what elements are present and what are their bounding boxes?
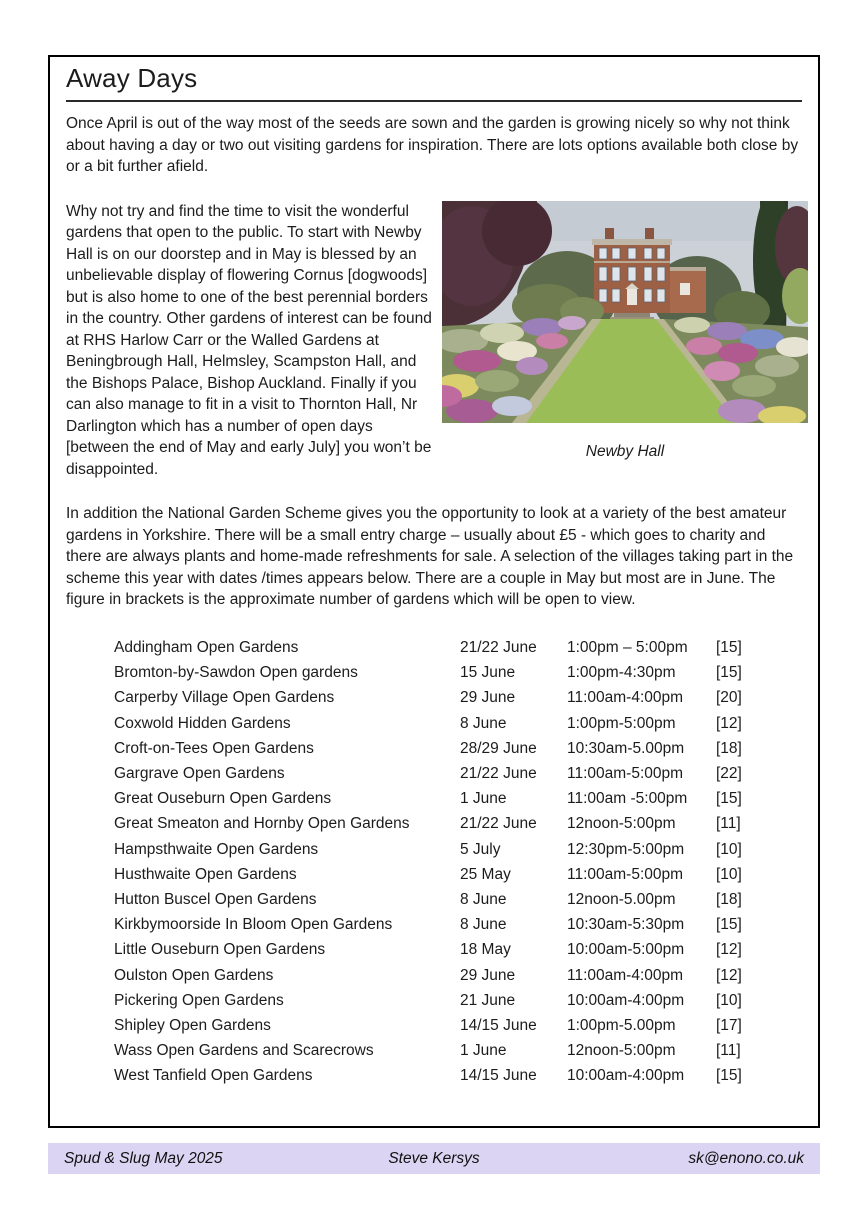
table-row <box>114 913 802 938</box>
cell-name: Oulston Open Gardens <box>114 966 274 984</box>
cell-time: 11:00am-4:00pm <box>567 689 684 707</box>
cell-time: 12noon-5:00pm <box>567 815 676 833</box>
cell-date: 8 June <box>460 916 507 934</box>
table-row <box>114 686 802 711</box>
cell-time: 11:00am-5:00pm <box>567 865 684 883</box>
cell-count: [15] <box>716 639 742 657</box>
cell-date: 29 June <box>460 966 516 984</box>
table-row <box>114 887 802 912</box>
cell-name: Shipley Open Gardens <box>114 1016 271 1034</box>
cell-name: Wass Open Gardens and Scarecrows <box>114 1042 374 1060</box>
footer-email: sk@enono.co.uk <box>688 1149 805 1167</box>
cell-count: [15] <box>716 790 742 808</box>
intro-paragraph: Once April is out of the way most of the seeds are sown and the garden is growing nicely so why not think about having a day or two out visiting gardens for inspiration. There are lots options available both close by or a bit further afield. <box>66 115 799 175</box>
table-row <box>114 661 802 686</box>
cell-count: [11] <box>716 1042 741 1060</box>
cell-name: Gargrave Open Gardens <box>114 765 285 783</box>
cell-time: 1:00pm-5.00pm <box>567 1016 676 1034</box>
table-row <box>114 812 802 837</box>
text-and-photo-section <box>66 201 802 481</box>
cell-date: 14/15 June <box>460 1016 537 1034</box>
cell-date: 21 June <box>460 991 516 1009</box>
newsletter-page <box>48 55 820 1128</box>
cell-name: Hampsthwaite Open Gardens <box>114 840 319 858</box>
cell-date: 21/22 June <box>460 765 537 783</box>
footer-issue: Spud & Slug May 2025 <box>64 1149 223 1167</box>
cell-time: 11:00am -5:00pm <box>567 790 688 808</box>
cell-name: Hutton Buscel Open Gardens <box>114 890 317 908</box>
table-row <box>114 711 802 736</box>
cell-count: [18] <box>716 739 742 757</box>
cell-date: 25 May <box>460 865 511 883</box>
cell-name: Kirkbymoorside In Bloom Open Gardens <box>114 916 393 934</box>
footer-bar <box>48 1143 820 1174</box>
page-title: Away Days <box>66 63 802 102</box>
cell-time: 1:00pm – 5:00pm <box>567 639 688 657</box>
table-row <box>114 1064 802 1089</box>
visit-paragraph: Why not try and find the time to visit the wonderful gardens that open to the public. To start with Newby Hall is on our doorstep and in May is blessed by an unbelievable display of flowering Cornus [dogwoods] but is also home to one of the best perennial borders in the country. Other gardens of interest can be found at RHS Harlow Carr or the Walled Gardens at Beningbrough Hall, Helmsley, Scampston Hall, and the Bishops Palace, Bishop Auckland. Finally if you can also manage to fit in a visit to Thornton Hall, Nr Darlington which has a number of open days [between the end of May and early July] you won’t be disappointed. <box>66 202 432 478</box>
cell-count: [17] <box>716 1016 742 1034</box>
cell-date: 29 June <box>460 689 516 707</box>
table-row <box>114 1013 802 1038</box>
cell-time: 12:30pm-5:00pm <box>567 840 685 858</box>
cell-date: 18 May <box>460 941 511 959</box>
table-row <box>114 938 802 963</box>
cell-name: Croft-on-Tees Open Gardens <box>114 739 314 757</box>
footer-author: Steve Kersys <box>388 1149 480 1167</box>
cell-date: 5 July <box>460 840 501 858</box>
cell-count: [15] <box>716 664 742 682</box>
cell-count: [15] <box>716 916 742 934</box>
table-row <box>114 1039 802 1064</box>
cell-count: [20] <box>716 689 742 707</box>
figure <box>442 201 808 461</box>
cell-date: 28/29 June <box>460 739 537 757</box>
cell-name: Addingham Open Gardens <box>114 639 299 657</box>
cell-count: [12] <box>716 941 742 959</box>
cell-count: [12] <box>716 966 742 984</box>
cell-count: [22] <box>716 765 742 783</box>
cell-time: 1:00pm-5:00pm <box>567 714 676 732</box>
cell-count: [11] <box>716 815 741 833</box>
gardens-table-body <box>114 636 802 1089</box>
cell-date: 14/15 June <box>460 1067 537 1085</box>
cell-time: 12noon-5:00pm <box>567 1042 676 1060</box>
cell-name: Pickering Open Gardens <box>114 991 284 1009</box>
ngs-paragraph: In addition the National Garden Scheme gives you the opportunity to look at a variety of the best amateur gardens in Yorkshire. There will be a small entry charge – usually about £5 - which goes to charity and there are always plants and home-made refreshments for sale. A selection of the villages taking part in the scheme this year with dates /times appears below. There are a couple in May but most are in June. The figure in brackets is the approximate number of gardens which will be open to view. <box>66 505 794 608</box>
cell-time: 10:00am-4:00pm <box>567 991 685 1009</box>
cell-time: 10:00am-5:00pm <box>567 941 685 959</box>
newby-hall-photo <box>442 201 808 423</box>
cell-date: 8 June <box>460 890 507 908</box>
cell-date: 15 June <box>460 664 516 682</box>
table-row <box>114 963 802 988</box>
cell-count: [10] <box>716 991 742 1009</box>
table-row <box>114 988 802 1013</box>
table-row <box>114 787 802 812</box>
cell-time: 10:00am-4:00pm <box>567 1067 685 1085</box>
cell-name: Carperby Village Open Gardens <box>114 689 335 707</box>
cell-date: 21/22 June <box>460 639 537 657</box>
cell-name: Little Ouseburn Open Gardens <box>114 941 326 959</box>
cell-name: Bromton-by-Sawdon Open gardens <box>114 664 358 682</box>
table-row <box>114 862 802 887</box>
table-row <box>114 761 802 786</box>
cell-date: 21/22 June <box>460 815 537 833</box>
cell-time: 12noon-5.00pm <box>567 890 676 908</box>
cell-count: [15] <box>716 1067 742 1085</box>
cell-time: 11:00am-5:00pm <box>567 765 684 783</box>
cell-name: Husthwaite Open Gardens <box>114 865 297 883</box>
cell-name: Great Ouseburn Open Gardens <box>114 790 332 808</box>
cell-name: Great Smeaton and Hornby Open Gardens <box>114 815 410 833</box>
table-row <box>114 837 802 862</box>
cell-date: 1 June <box>460 1042 507 1060</box>
cell-time: 11:00am-4:00pm <box>567 966 684 984</box>
cell-name: Coxwold Hidden Gardens <box>114 714 291 732</box>
cell-date: 8 June <box>460 714 507 732</box>
table-row <box>114 736 802 761</box>
cell-time: 10:30am-5.00pm <box>567 739 685 757</box>
cell-count: [18] <box>716 890 742 908</box>
cell-time: 10:30am-5:30pm <box>567 916 685 934</box>
cell-time: 1:00pm-4:30pm <box>567 664 676 682</box>
cell-name: West Tanfield Open Gardens <box>114 1067 313 1085</box>
cell-count: [10] <box>716 840 742 858</box>
cell-count: [10] <box>716 865 742 883</box>
cell-count: [12] <box>716 714 742 732</box>
cell-date: 1 June <box>460 790 507 808</box>
table-row <box>114 636 802 661</box>
figure-caption: Newby Hall <box>585 442 665 460</box>
